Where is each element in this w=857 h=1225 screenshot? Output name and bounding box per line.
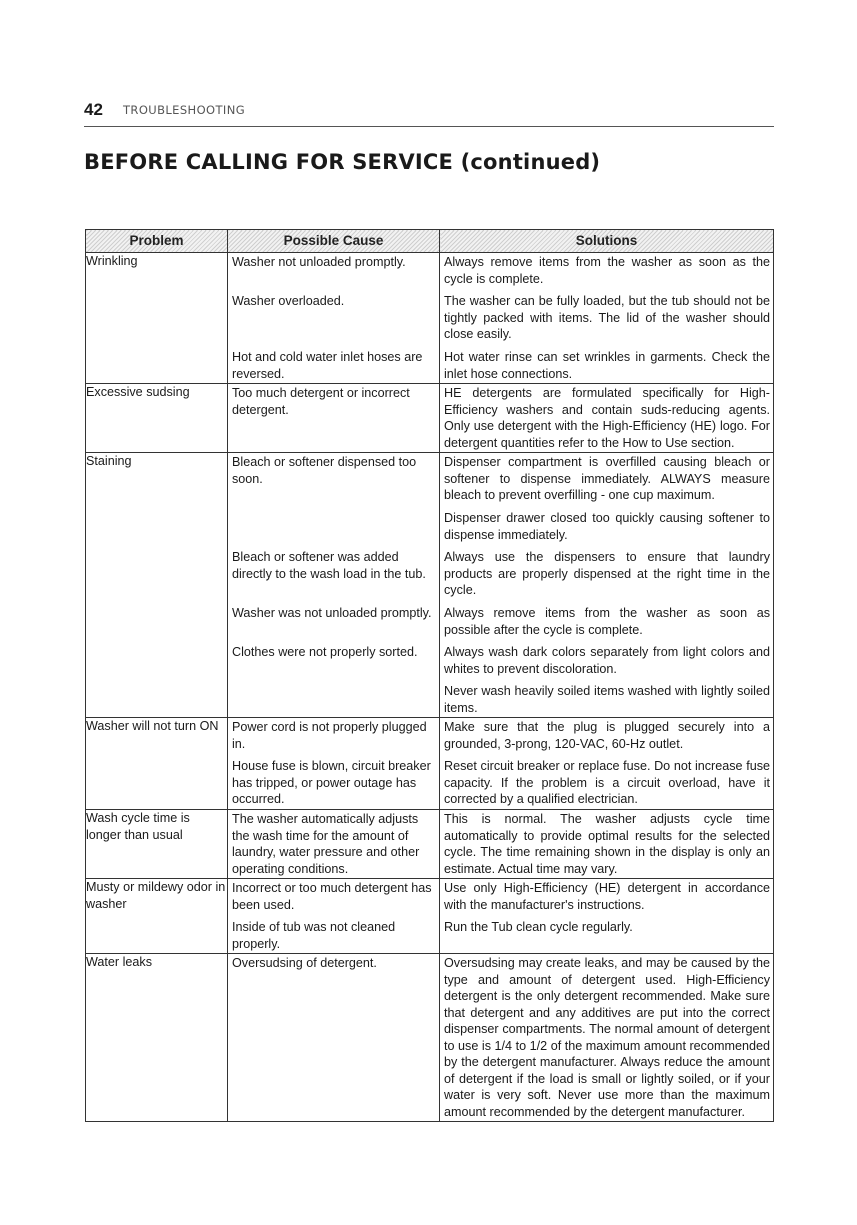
cause-solution-group — [228, 253, 774, 384]
table-row — [86, 253, 774, 384]
solution-text: Hot water rinse can set wrinkles in garments. Check the inlet hose connections. — [444, 350, 770, 381]
cause-column — [228, 453, 440, 717]
cause-column — [228, 810, 440, 878]
problem-cell: Washer will not turn ON — [86, 718, 228, 810]
header-solutions: Solutions — [440, 230, 774, 253]
table-row — [86, 718, 774, 810]
problem-cell: Excessive sudsing — [86, 384, 228, 453]
header-problem: Problem — [86, 230, 228, 253]
solution-text: Dispenser drawer closed too quickly causing softener to dispense immediately. — [444, 511, 770, 542]
solution-text: Always use the dispensers to ensure that laundry products are properly dispensed at the right time in the cycle. — [444, 550, 770, 597]
cause-column — [228, 718, 440, 809]
possible-cause-text: Clothes were not properly sorted. — [232, 645, 418, 659]
header-possible-cause: Possible Cause — [228, 230, 440, 253]
solution-text: Reset circuit breaker or replace fuse. Do not increase fuse capacity. If the problem is a circuit overload, have it corrected by a qualified electrician. — [444, 759, 770, 806]
solution-text: Make sure that the plug is plugged securely into a grounded, 3-prong, 120-VAC, 60-Hz outlet. — [444, 720, 770, 751]
cause-solution-group — [228, 810, 774, 879]
section-name: TROUBLESHOOTING — [123, 103, 246, 117]
cause-solution-group — [228, 718, 774, 810]
solution-column — [440, 718, 774, 809]
problem-cell: Wrinkling — [86, 253, 228, 384]
possible-cause-text: Oversudsing of detergent. — [232, 956, 377, 970]
possible-cause-text: Power cord is not properly plugged in. — [232, 720, 427, 751]
solution-text: Always wash dark colors separately from light colors and whites to prevent discoloration. — [444, 645, 770, 676]
cause-solution-group — [228, 453, 774, 718]
table-body — [86, 253, 774, 1122]
solution-text: Dispenser compartment is overfilled causing bleach or softener to dispense immediately. ALWAYS measure bleach to prevent overfilling - one cup maximum. — [444, 455, 770, 502]
table-row — [86, 954, 774, 1122]
solution-text: Oversudsing may create leaks, and may be caused by the type and amount of detergent used. High-Efficiency detergent is the only detergent recommended. Make sure that detergent and any additives are put into the correct dispenser compartments. The normal amount of detergent to use is 1/4 to 1/2 of the maximum amount recommended by the detergent manufacturer. Always reduce the amount of detergent if the load is small or lightly soiled, or if your water is very soft. Never use more than the maximum amount recommended by the detergent manufacturer. — [444, 956, 770, 1119]
possible-cause-text: Incorrect or too much detergent has been used. — [232, 881, 432, 912]
page-title: BEFORE CALLING FOR SERVICE (continued) — [84, 150, 601, 174]
solution-column — [440, 253, 774, 383]
solution-column — [440, 453, 774, 717]
possible-cause-text: Too much detergent or incorrect detergent. — [232, 386, 410, 417]
solution-text: Always remove items from the washer as soon as possible after the cycle is complete. — [444, 606, 770, 637]
solution-column — [440, 879, 774, 953]
problem-cell: Musty or mildewy odor in washer — [86, 879, 228, 954]
possible-cause-text: Inside of tub was not cleaned properly. — [232, 920, 396, 951]
solution-text: HE detergents are formulated specifically for High-Efficiency washers and contain suds-reducing agents. Only use detergent with the High-Efficiency (HE) logo. For detergent quantities refer to the How to Use section. — [444, 386, 770, 450]
possible-cause-text: Washer overloaded. — [232, 294, 345, 308]
possible-cause-text: The washer automatically adjusts the wash time for the amount of laundry, water pressure and other operating conditions. — [232, 812, 420, 876]
table-row — [86, 453, 774, 718]
table-row — [86, 810, 774, 879]
cause-column — [228, 384, 440, 452]
page-header — [84, 98, 774, 127]
cause-solution-group — [228, 954, 774, 1122]
table-header-row — [86, 230, 774, 253]
cause-solution-grid — [228, 253, 773, 383]
cause-solution-group — [228, 384, 774, 453]
solution-column — [440, 954, 774, 1121]
solution-text: Use only High-Efficiency (HE) detergent in accordance with the manufacturer's instructions. — [444, 881, 770, 912]
solution-text: Never wash heavily soiled items washed with lightly soiled items. — [444, 684, 770, 715]
cause-column — [228, 879, 440, 953]
possible-cause-text: Hot and cold water inlet hoses are reversed. — [232, 350, 423, 381]
problem-cell: Staining — [86, 453, 228, 718]
troubleshooting-table — [85, 229, 774, 1122]
possible-cause-text: Washer not unloaded promptly. — [232, 255, 406, 269]
cause-solution-group — [228, 879, 774, 954]
possible-cause-text: Bleach or softener dispensed too soon. — [232, 455, 417, 486]
cause-solution-grid — [228, 384, 773, 452]
cause-solution-grid — [228, 453, 773, 717]
problem-cell: Water leaks — [86, 954, 228, 1122]
cause-column — [228, 954, 440, 1121]
possible-cause-text: Washer was not unloaded promptly. — [232, 606, 432, 620]
cause-solution-grid — [228, 718, 773, 809]
possible-cause-text: House fuse is blown, circuit breaker has tripped, or power outage has occurred. — [232, 759, 431, 806]
problem-cell: Wash cycle time is longer than usual — [86, 810, 228, 879]
table-row — [86, 384, 774, 453]
table-row — [86, 879, 774, 954]
solution-column — [440, 384, 774, 452]
page-number: 42 — [84, 100, 103, 119]
solution-text: Always remove items from the washer as soon as the cycle is complete. — [444, 255, 770, 286]
possible-cause-text — [232, 510, 435, 543]
solution-text: The washer can be fully loaded, but the tub should not be tightly packed with items. The lid of the washer should close easily. — [444, 294, 770, 341]
solution-text: Run the Tub clean cycle regularly. — [444, 920, 633, 934]
cause-column — [228, 253, 440, 383]
possible-cause-text — [232, 683, 435, 716]
cause-solution-grid — [228, 954, 773, 1121]
possible-cause-text: Bleach or softener was added directly to the wash load in the tub. — [232, 550, 426, 581]
cause-solution-grid — [228, 879, 773, 953]
cause-solution-grid — [228, 810, 773, 878]
solution-text: This is normal. The washer adjusts cycle time automatically to provide optimal results for the selected cycle. The time remaining shown in the display is only an estimate. Actual time may vary. — [444, 812, 770, 876]
solution-column — [440, 810, 774, 878]
